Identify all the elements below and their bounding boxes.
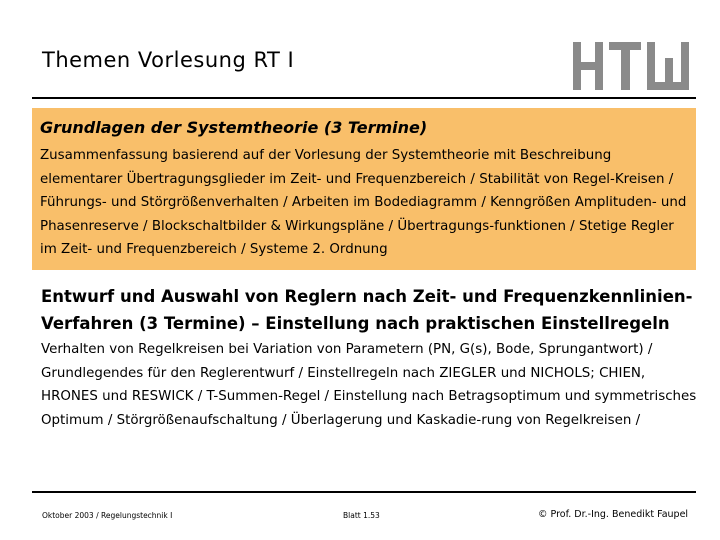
footer-page-number: Blatt 1.53 (343, 511, 380, 520)
section2-heading: Entwurf und Auswahl von Reglern nach Zeit- und Frequenzkennlinien-Verfahren (3 Termine) – Einstellung nach praktischen Einstellregeln (41, 287, 693, 333)
section1-body: Zusammenfassung basierend auf der Vorlesung der Systemtheorie mit Beschreibung elementarer Übertragungsglieder im Zeit- und Frequenzbereich / Stabilität von Regel-Kreisen / Führungs- und Störgrößenverhalten / Arbeiten im Bodediagramm / Kenngrößen Amplituden- und Phasenreserve / Blockschaltbilder & Wirkungspläne / Übertragungs-funktionen / Stetige Regler im Zeit- und Frequenzbereich / Systeme 2. Ordnung (40, 148, 687, 257)
section-systemtheorie (32, 108, 696, 270)
header-divider (32, 97, 696, 99)
section2-body: Verhalten von Regelkreisen bei Variation von Parametern (PN, G(s), Bode, Sprungantwort) / Grundlegendes für den Reglerentwurf / Einstellregeln nach ZIEGLER und NICHOLS; CHIEN, HRONES und RESWICK / T-Summen-Regel / Einstellung nach Betragsoptimum und symmetrisches Optimum / Störgrößenaufschaltung / Überlagerung und Kaskadie-rung von Regelkreisen / (41, 342, 697, 428)
footer-divider (32, 491, 696, 493)
section1-heading: Grundlagen der Systemtheorie (3 Termine) (40, 118, 428, 137)
slide-title: Themen Vorlesung RT I (42, 48, 295, 72)
footer-copyright: © Prof. Dr.-Ing. Benedikt Faupel (538, 509, 689, 520)
footer-date-course: Oktober 2003 / Regelungstechnik I (42, 511, 173, 520)
htw-logo-icon (571, 40, 691, 92)
